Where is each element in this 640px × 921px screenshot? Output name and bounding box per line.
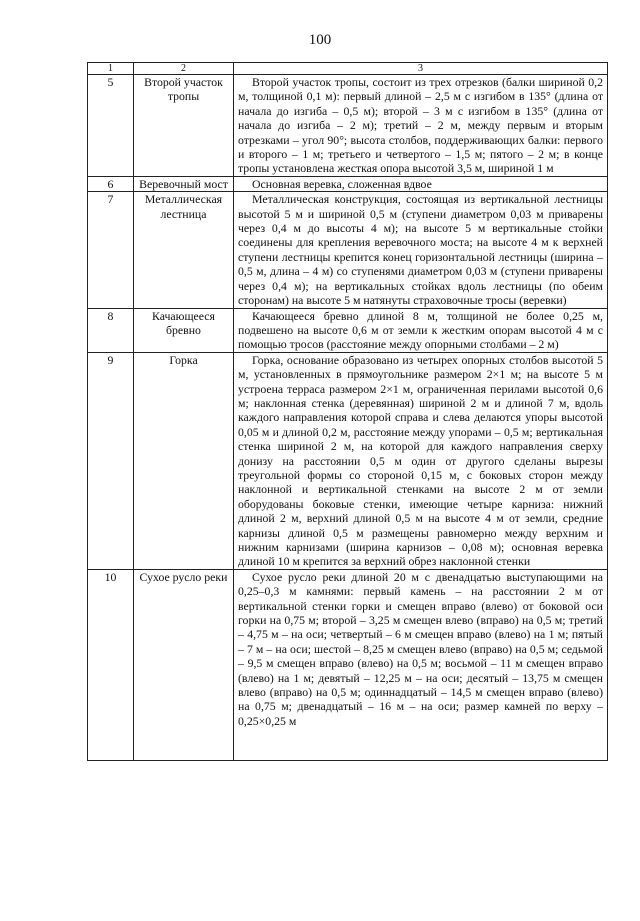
table-row — [88, 308, 608, 352]
row-number: 5 — [88, 75, 134, 177]
row-name: Металлическая лестница — [134, 192, 234, 308]
row-number: 10 — [88, 569, 134, 760]
column-header: 1 — [88, 63, 134, 75]
column-header: 2 — [134, 63, 234, 75]
table-header-row — [88, 63, 608, 75]
table-row — [88, 569, 608, 760]
row-name: Веревочный мост — [134, 176, 234, 191]
row-description: Сухое русло реки длиной 20 м с двенадцатью выступающими на 0,25–0,3 м камнями: первый камень – на расстоянии 2 м от вертикальной стенки горки и смещен вправо (влево) от боковой оси горки на 0,75 м; второй – 3,25 м смещен влево (вправо) на 0,5 м; третий – 4,75 м – на оси; четвертый – 6 м смещен вправо (влево) на 1 м; пятый – 7 м – на оси; шестой – 8,25 м смещен влево (вправо) на 0,5 м; седьмой – 9,5 м смещен вправо (влево) на 0,5 м; восьмой – 11 м смещен вправо (влево) на 1 м; девятый – 12,25 м – на оси; десятый – 13,75 м смещен влево (вправо) на 0,5 м; одиннадцатый – 14,5 м смещен вправо (влево) на 0,75 м; двенадцатый – 16 м – на оси; размер камней по верху – 0,25×0,25 м — [234, 569, 608, 760]
row-description: Основная веревка, сложенная вдвое — [234, 176, 608, 191]
row-name: Горка — [134, 352, 234, 569]
table-row — [88, 192, 608, 308]
table-row — [88, 75, 608, 177]
row-description: Металлическая конструкция, состоящая из вертикальной лестницы высотой 5 м и шириной 0,5 м (ступени диаметром 0,03 м приварены через 0,4 м до высоты 4 м); на высоте 5 м вертикальные стойки соединены для крепления веревочного моста; на высоте 4 м к верхней ступени лестницы крепится конец горизонтальной лестницы (ширина – 0,5 м, длина – 4 м) со ступенями диаметром 0,03 м (ступени приварены через 0,4 м); на вертикальных стойках вдоль лестницы (по обеим сторонам) на высоте 5 м натянуты страховочные тросы (веревки) — [234, 192, 608, 308]
row-number: 7 — [88, 192, 134, 308]
column-header: 3 — [234, 63, 608, 75]
page-number: 100 — [308, 32, 332, 48]
row-number: 6 — [88, 176, 134, 191]
obstacle-table — [87, 62, 608, 761]
row-name: Сухое русло реки — [134, 569, 234, 760]
row-description: Второй участок тропы, состоит из трех отрезков (балки шириной 0,2 м, толщиной 0,1 м): первый длиной – 2,5 м с изгибом в 135° (длина от начала до изгиба – 0,5 м); второй – 3 м с изгибом в 135° (длина от начала до изгиба – 2 м); третий – 2 м, между первым и вторым отрезками – угол 90°; высота столбов, поддерживающих балки: первого и второго – 1 м; третьего и четвертого – 1,5 м; пятого – 2 м; в конце тропы установлена жесткая опора высотой 3,5 м, шириной 1 м — [234, 75, 608, 177]
row-description: Горка, основание образовано из четырех опорных столбов высотой 5 м, установленных в прямоугольнике размером 2×1 м; на высоте 5 м устроена терраса размером 2×1 м, ограниченная перилами высотой 0,6 м; наклонная стенка (деревянная) шириной 2 м и длиной 7 м, вдоль каждого направления которой справа и слева делаются упоры высотой 0,05 м и длиной 0,2 м, расстояние между упорами – 0,5 м; вертикальная стенка шириной 2 м, на которой для каждого направления сверху донизу на расстоянии 0,5 м один от другого сделаны вырезы треугольной формы со стороной 0,15 м, с боковых сторон между наклонной и вертикальной стенками на высоте 2 м от земли оборудованы боковые стенки, имеющие четыре карниза: нижний длиной 2 м, верхний длиной 0,5 м на высоте 4 м от земли, средние карнизы длиной 0,5 м размещены равномерно между верхним и нижним карнизами (ширина карнизов – 0,08 м); основная веревка длиной 10 м крепится за верхний обрез наклонной стенки — [234, 352, 608, 569]
row-name: Второй участок тропы — [134, 75, 234, 177]
row-name: Качающееся бревно — [134, 308, 234, 352]
table-row — [88, 176, 608, 191]
row-number: 9 — [88, 352, 134, 569]
table-row — [88, 352, 608, 569]
row-description: Качающееся бревно длиной 8 м, толщиной не более 0,25 м, подвешено на высоте 0,6 м от земли к жестким опорам высотой 4 м с помощью тросов (расстояние между опорными столбами – 2 м) — [234, 308, 608, 352]
row-number: 8 — [88, 308, 134, 352]
